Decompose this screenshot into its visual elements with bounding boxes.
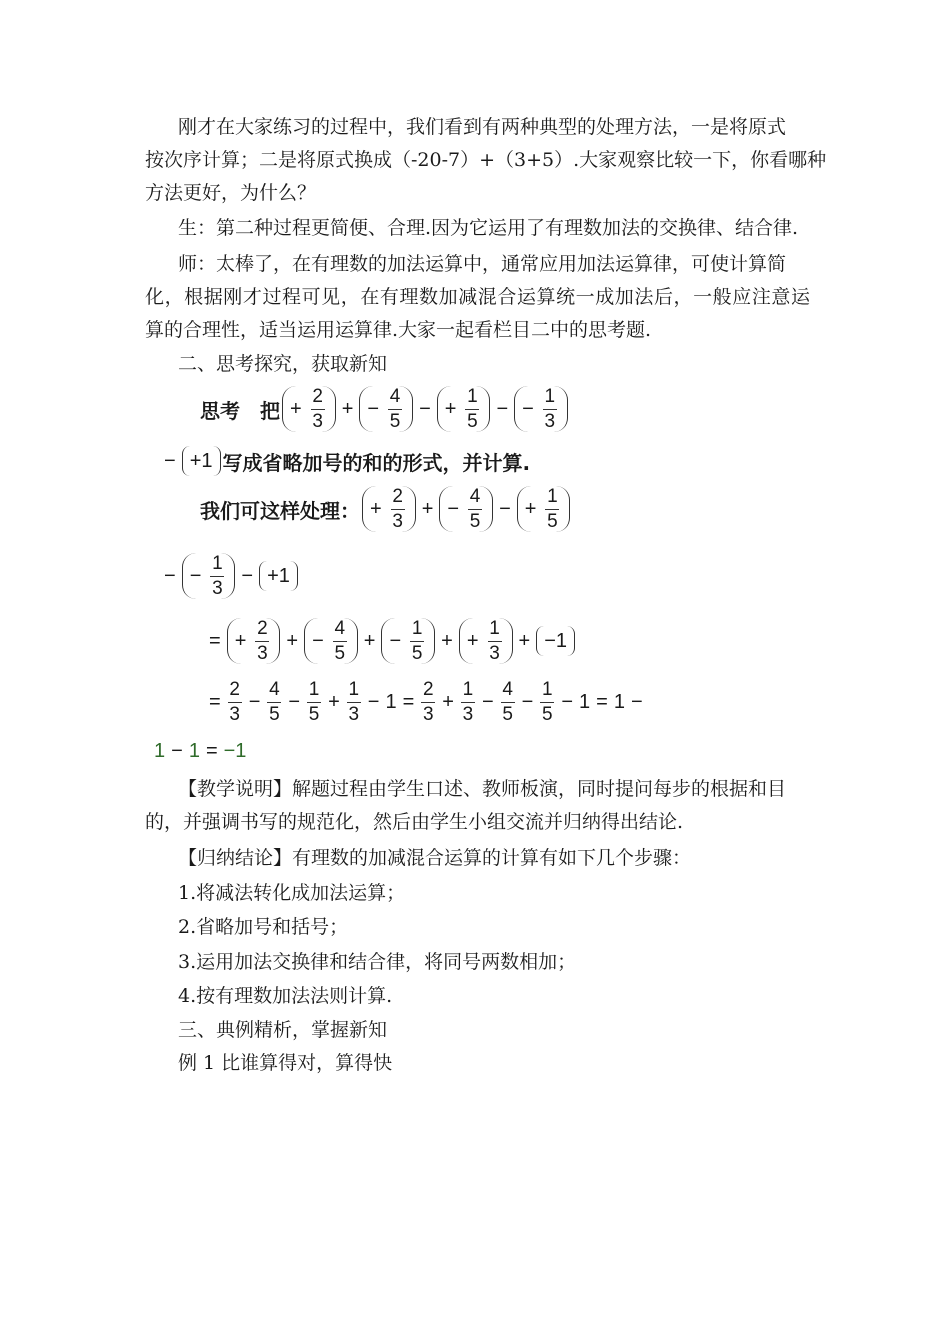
paren-group: + $\frac{1}{3}$ — [459, 618, 513, 664]
section-2-heading: 二、思考探究，获取新知 — [178, 353, 388, 375]
paren-group: − $\frac{1}{5}$ — [381, 618, 435, 664]
paren-group — [437, 386, 491, 432]
intro-line-3: 方法更好，为什么？ — [145, 182, 317, 204]
operator: − — [164, 449, 176, 472]
intro-line-1: 刚才在大家练习的过程中，我们看到有两种典型的处理方法，一是将原式 — [178, 116, 787, 138]
think-label: 思考 把 — [200, 398, 280, 423]
fraction: $\frac{1}{3}$ — [212, 552, 223, 599]
sign: + — [290, 397, 302, 420]
process-label: 我们可这样处理： — [200, 498, 360, 523]
operator: − — [419, 397, 431, 420]
intro-line-2: 按次序计算；二是将原式换成（-20-7）+（3+5）.大家观察比较一下，你看哪种 — [145, 149, 827, 171]
sign: − — [522, 397, 534, 420]
paren-group: − $\frac{4}{5}$ — [439, 486, 493, 532]
operator: + — [341, 397, 354, 420]
student-answer: 生：第二种过程更简便、合理.因为它运用了有理数加法的交换律、结合律. — [178, 217, 799, 239]
fraction: $\frac{1}{3}$ — [489, 617, 500, 664]
fraction: $\frac{1}{5}$ — [542, 679, 553, 725]
process-line-4: = $\frac{2}{3}$ − $\frac{4}{5}$ − $\frac{1}{5}$ + $\frac{1}{3}$ − 1 = $\frac{2}{3}$ + $\frac{1}{3}$ − $\frac{4}{5}$ − $\frac{1}{5}$ − 1 = 1 − — [209, 679, 643, 725]
fraction: $\frac{2}{3}$ — [312, 385, 323, 432]
think-instruction: 写成省略加号的和的形式，并计算. — [222, 450, 531, 475]
fraction: $\frac{4}{5}$ — [389, 385, 401, 432]
conclusion-title: 【归纳结论】有理数的加减混合运算的计算有如下几个步骤： — [178, 847, 692, 869]
conclusion-step-3: 3.运用加法交换律和结合律，将同号两数相加； — [178, 951, 577, 973]
conclusion-step-4: 4.按有理数加法法则计算. — [178, 985, 393, 1007]
teaching-note-line-2: 的，并强调书写的规范化，然后由学生小组交流并归纳得出结论. — [145, 811, 684, 833]
process-line-5: 1 − 1 = −1 — [154, 740, 247, 762]
fraction: $\frac{1}{5}$ — [308, 679, 320, 725]
teacher-line-2: 化，根据刚才过程可见，在有理数加减混合运算统一成加法后，一般应注意运 — [145, 286, 810, 308]
fraction: $\frac{2}{3}$ — [257, 617, 268, 664]
paren-group: − $\frac{1}{3}$ — [182, 553, 236, 599]
paren-group: − $\frac{4}{5}$ — [304, 618, 358, 664]
teacher-line-3: 算的合理性，适当运用运算律.大家一起看栏目二中的思考题. — [145, 319, 652, 341]
conclusion-step-1: 1.将减法转化成加法运算； — [178, 882, 406, 904]
teacher-line-1: 师：太棒了，在有理数的加法运算中，通常应用加法运算律，可使计算简 — [178, 253, 787, 275]
paren-group: + $\frac{2}{3}$ — [227, 618, 281, 664]
fraction: $\frac{4}{5}$ — [502, 679, 513, 725]
paren-group: + $\frac{1}{5}$ — [517, 486, 571, 532]
paren-group — [282, 386, 336, 432]
teaching-note-line-1: 【教学说明】解题过程由学生口述、教师板演，同时提问每步的根据和目 — [178, 778, 787, 800]
fraction: $\frac{1}{5}$ — [411, 617, 423, 664]
value: +1 — [189, 449, 213, 472]
fraction: $\frac{1}{3}$ — [544, 385, 556, 432]
process-line-2: − − $\frac{1}{3}$ − +1 — [160, 553, 300, 599]
think-expression-tail — [160, 446, 530, 476]
fraction: $\frac{1}{5}$ — [467, 385, 478, 432]
example-1: 例 1 比谁算得对，算得快 — [178, 1052, 393, 1074]
operator: − — [496, 397, 509, 420]
paren-group — [359, 386, 413, 432]
sign: + — [444, 397, 457, 420]
paren-group: +1 — [259, 561, 298, 591]
fraction: $\frac{1}{3}$ — [348, 679, 360, 725]
section-3-heading: 三、典例精析，掌握新知 — [178, 1019, 388, 1041]
sign: − — [367, 397, 380, 420]
fraction: $\frac{4}{5}$ — [269, 679, 280, 725]
fraction: $\frac{2}{3}$ — [422, 679, 434, 725]
paren-group — [182, 446, 221, 476]
paren-group: −1 — [536, 626, 575, 656]
paren-group — [514, 386, 568, 432]
fraction: $\frac{4}{5}$ — [334, 617, 346, 664]
think-expression — [200, 386, 570, 432]
fraction: $\frac{1}{5}$ — [547, 485, 558, 532]
fraction: $\frac{1}{3}$ — [462, 679, 474, 725]
process-line-3: = + $\frac{2}{3}$ + − $\frac{4}{5}$ + − $\frac{1}{5}$ + + $\frac{1}{3}$ + −1 — [205, 618, 577, 664]
fraction: $\frac{2}{3}$ — [392, 485, 403, 532]
conclusion-step-2: 2.省略加号和括号； — [178, 916, 349, 938]
process-line-1: 我们可这样处理： + $\frac{2}{3}$ + − $\frac{4}{5}$ − + $\frac{1}{5}$ — [200, 486, 572, 532]
fraction: $\frac{2}{3}$ — [229, 679, 240, 725]
paren-group: + $\frac{2}{3}$ — [362, 486, 416, 532]
fraction: $\frac{4}{5}$ — [469, 485, 481, 532]
